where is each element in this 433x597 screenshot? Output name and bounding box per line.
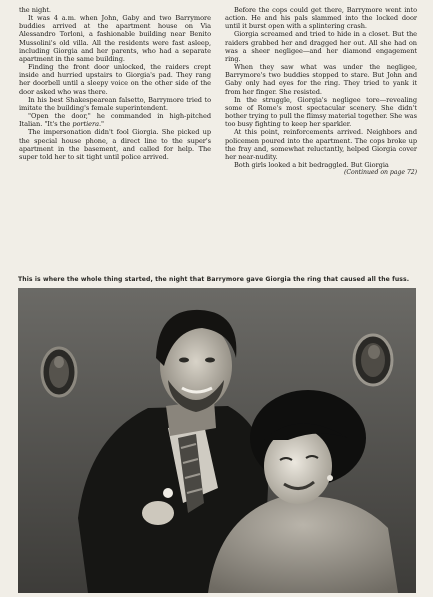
paragraph: The impersonation didn't fool Giorgia. She picked up the special house phone, a direct line to the super's apartment in the basement, and called for help. The super told her to sit tight until police arrived.: [19, 128, 211, 161]
paragraph: Both girls looked a bit bedraggled. But Giorgia: [234, 160, 389, 169]
paragraph: [19, 112, 211, 128]
paragraph: the night.: [19, 6, 51, 14]
photo-caption: This is where the whole thing started, the night that Barrymore gave Giorgia the ring that caused all the fuss.: [18, 276, 410, 283]
right-column: [225, 6, 417, 274]
paragraph: In his best Shakespearean falsetto, Barrymore tried to imitate the building's female superintendent.: [19, 95, 211, 112]
photo-illustration: [18, 288, 416, 593]
right-portrait-frame: [354, 335, 392, 385]
paragraph: Finding the front door unlocked, the raiders crept inside and hurried upstairs to Giorgia's pad. They rang her doorbell until a sleepy voice on the other side of the door asked who was there.: [19, 63, 211, 96]
quote-end: .": [99, 120, 105, 129]
left-portrait-frame: [42, 348, 76, 396]
quote-text: "Open the door," he commanded in high-pitched Italian. "It's the: [19, 112, 211, 129]
paragraph: It was 4 a.m. when John, Gaby and two Barrymore buddies arrived at the apartment house on Via Alessandro Torloni, a fashionable building near Benito Mussolini's old villa. All the residents were fast asleep, including Giorgia and her parents, who had a separate apartment in the same building.: [19, 14, 211, 63]
paragraph: When they saw what was under the negligee, Barrymore's two buddies stopped to stare. But John and Gaby only had eyes for the ring. They tried to yank it from her finger. She resisted.: [225, 63, 417, 96]
paragraph: In the struggle, Giorgia's negligee tore—revealing some of Rome's most spectacular scenery. She didn't bother trying to pull the flimsy material together. She was too busy fighting to keep her sparkler.: [225, 95, 418, 129]
continued-note: (Continued on page 72): [344, 169, 417, 177]
paragraph: Giorgia screamed and tried to hide in a closet. But the raiders grabbed her and dragged her out. All she had on was a sheer negligee—and her diamond engagement ring.: [225, 30, 417, 63]
article-text: [19, 6, 417, 274]
paragraph: Before the cops could get there, Barrymore went into action. He and his pals slammed into the locked door until it burst open with a splintering crash.: [225, 6, 417, 31]
left-column: [19, 6, 211, 274]
italic-word: portiera: [72, 120, 99, 129]
paragraph: At this point, reinforcements arrived. Neighbors and policemen poured into the apartment. The cops broke up the fray and, somewhat reluctantly, helped Giorgia cover her near-nudity.: [225, 128, 417, 161]
photograph: [18, 288, 416, 593]
